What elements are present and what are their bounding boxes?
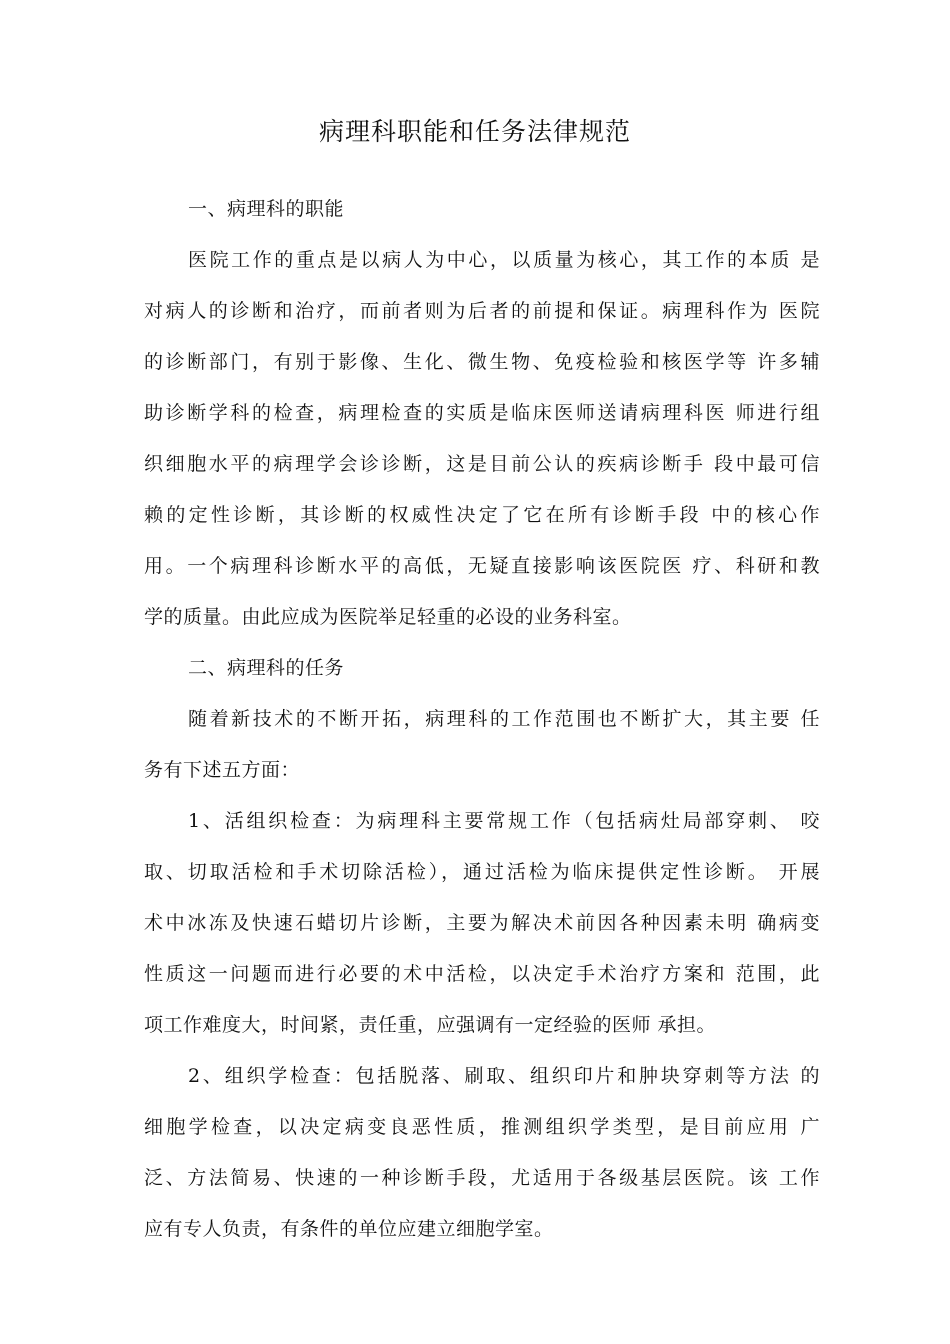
paragraph-line: 2、组织学检查：包括脱落、刷取、组织印片和肿块穿刺等方法 的	[188, 1065, 820, 1087]
paragraph-line: 术中冰冻及快速石蜡切片诊断，主要为解决术前因各种因素未明 确病变	[144, 912, 820, 934]
paragraph-line: 用。一个病理科诊断水平的高低，无疑直接影响该医院医 疗、科研和教	[144, 555, 820, 577]
paragraph-line: 1、活组织检查：为病理科主要常规工作（包括病灶局部穿刺、 咬	[188, 810, 820, 832]
paragraph-line: 随着新技术的不断开拓，病理科的工作范围也不断扩大，其主要 任	[188, 708, 820, 730]
paragraph-line: 泛、方法简易、快速的一种诊断手段，尤适用于各级基层医院。该 工作	[144, 1167, 820, 1189]
paragraph-line: 项工作难度大，时间紧，责任重，应强调有一定经验的医师 承担。	[144, 1014, 717, 1036]
paragraph-line: 取、切取活检和手术切除活检），通过活检为临床提供定性诊断。 开展	[144, 861, 820, 883]
paragraph-line: 赖的定性诊断，其诊断的权威性决定了它在所有诊断手段 中的核心作	[144, 504, 820, 526]
section-heading-functions: 一、病理科的职能	[188, 198, 345, 220]
paragraph-line: 学的质量。由此应成为医院举足轻重的必设的业务科室。	[144, 606, 632, 628]
paragraph-line: 性质这一问题而进行必要的术中活检，以决定手术治疗方案和 范围，此	[144, 963, 820, 985]
paragraph-line: 医院工作的重点是以病人为中心，以质量为核心，其工作的本质 是	[188, 249, 820, 271]
section-heading-tasks: 二、病理科的任务	[188, 657, 345, 679]
paragraph-line: 织细胞水平的病理学会诊诊断，这是目前公认的疾病诊断手 段中最可信	[144, 453, 820, 475]
document-body	[144, 184, 820, 1255]
paragraph-line: 应有专人负责，有条件的单位应建立细胞学室。	[144, 1218, 554, 1240]
paragraph-task-cytology	[144, 1051, 820, 1255]
paragraph-tasks-intro	[144, 694, 820, 796]
paragraph-line: 细胞学检查，以决定病变良恶性质，推测组织学类型，是目前应用 广	[144, 1116, 820, 1138]
paragraph-line: 助诊断学科的检查，病理检查的实质是临床医师送请病理科医 师进行组	[144, 402, 820, 424]
paragraph-line: 务有下述五方面：	[144, 759, 301, 781]
paragraph-line: 的诊断部门，有别于影像、生化、微生物、免疫检验和核医学等 许多辅	[144, 351, 820, 373]
paragraph-functions	[144, 235, 820, 643]
document-title: 病理科职能和任务法律规范	[318, 117, 631, 146]
paragraph-line: 对病人的诊断和治疗，而前者则为后者的前提和保证。病理科作为 医院	[144, 300, 820, 322]
paragraph-task-biopsy	[144, 796, 820, 1051]
